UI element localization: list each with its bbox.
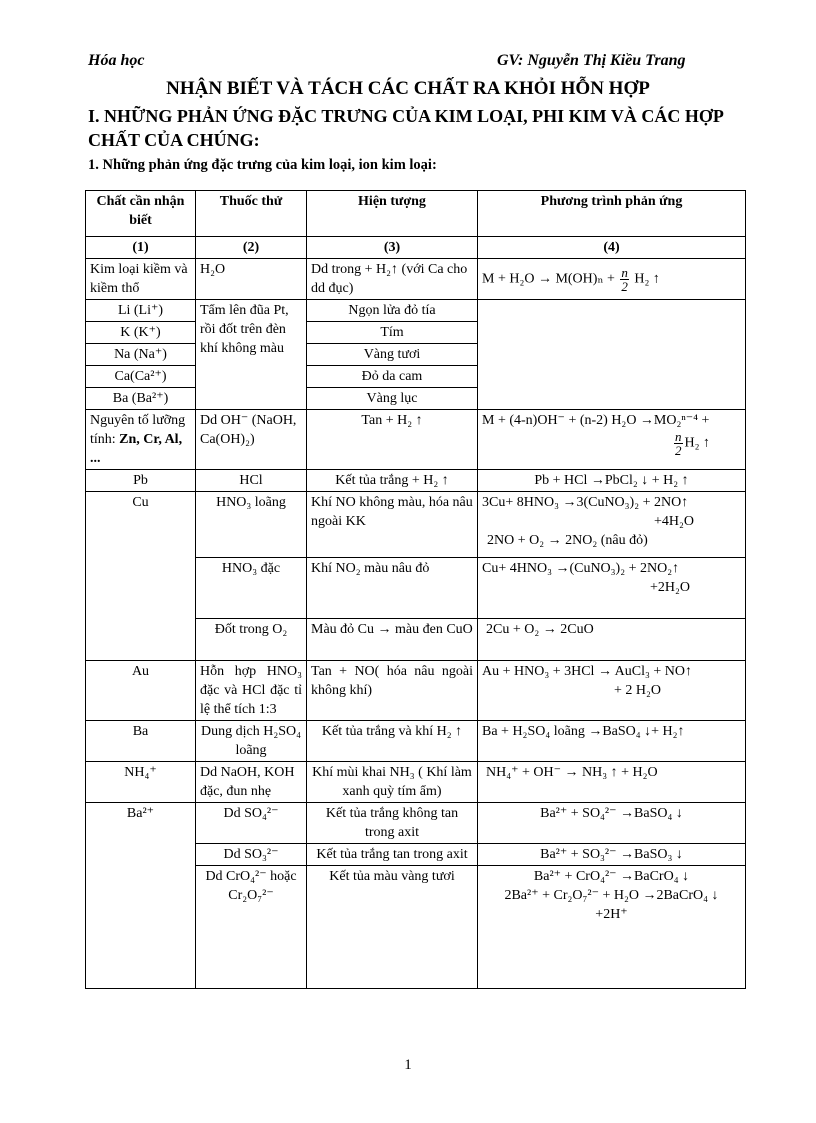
table-row <box>86 470 746 492</box>
col-header: Hiện tượng <box>307 191 478 237</box>
subsection-heading: 1. Những phản ứng đặc trưng của kim loại, ion kim loại: <box>88 157 437 173</box>
cell-reagent: HCl <box>196 470 307 492</box>
cell-phenomenon: Tan + NO( hóa nâu ngoài không khí) <box>307 661 478 721</box>
eq-line: Cu+ 4HNO₃ →(CuNO₃)₂ + 2NO₂↑ <box>482 561 680 576</box>
frac-den: 2 <box>621 278 628 294</box>
eq-line: 2Ba²⁺ + Cr₂O₇²⁻ + H₂O →2BaCrO₄ ↓ <box>504 888 719 903</box>
eq-line: M + (4-n)OH⁻ + (n-2) H₂O →MO₂ⁿ⁻⁴ + <box>482 413 710 428</box>
eq-line: 3Cu+ 8HNO₃ →3(CuNO₃)₂ + 2NO↑ <box>482 495 689 510</box>
cell-substance: NH₄⁺ <box>86 762 196 803</box>
cell-phenomenon: Tan + H₂ ↑ <box>307 410 478 470</box>
cell-phenomenon: Kết tủa trắng và khí H₂ ↑ <box>307 721 478 762</box>
cell-reagent: Dd SO₄²⁻ <box>196 803 307 844</box>
cell-substance: Ba²⁺ <box>86 803 196 989</box>
cell-equation: NH₄⁺ + OH⁻ → NH₃ ↑ + H₂O <box>478 762 746 803</box>
cell-substance: Ba (Ba²⁺) <box>86 388 196 410</box>
eq-line: +2H₂O <box>650 580 690 595</box>
cell-phenomenon: Dd trong + H₂↑ (với Ca cho dd đục) <box>307 259 478 300</box>
teacher-label: GV: Nguyễn Thị Kiều Trang <box>497 52 686 69</box>
cell-reagent: Dd OH⁻ (NaOH, Ca(OH)₂) <box>196 410 307 470</box>
cell-reagent: Tẩm lên đũa Pt, rồi đốt trên đèn khí không màu <box>196 300 307 410</box>
cell-equation: Pb + HCl →PbCl₂ ↓ + H₂ ↑ <box>478 470 746 492</box>
eq-text: H₂ ↑ <box>684 435 710 451</box>
frac-num: n <box>621 264 628 280</box>
table-row <box>86 300 746 322</box>
header-row <box>86 191 746 237</box>
eq-line: Ba²⁺ + CrO₄²⁻ →BaCrO₄ ↓ <box>533 869 690 884</box>
page-title: NHẬN BIẾT VÀ TÁCH CÁC CHẤT RA KHỎI HỖN HỢP <box>166 78 650 99</box>
cell-substance: Ca(Ca²⁺) <box>86 366 196 388</box>
frac-den: 2 <box>675 443 682 458</box>
col-number: (4) <box>478 237 746 259</box>
eq-line: + 2 H₂O <box>614 683 661 698</box>
cell-phenomenon: Kết tủa màu vàng tươi <box>307 866 478 989</box>
cell-reagent: H₂O <box>196 259 307 300</box>
eq-line: 2NO + O₂ → 2NO₂ (nâu đỏ) <box>487 533 648 548</box>
cell-phenomenon: Ngọn lửa đỏ tía <box>307 300 478 322</box>
cell-phenomenon: Khí NO₂ màu nâu đỏ <box>307 558 478 619</box>
cell-substance: Kim loại kiềm và kiềm thổ <box>86 259 196 300</box>
eq-line: +2H⁺ <box>595 907 628 922</box>
cell-reagent: Hỗn hợp HNO₃ đặc và HCl đặc tỉ lệ thể tích 1:3 <box>196 661 307 721</box>
cell-reagent: Dd SO₃²⁻ <box>196 844 307 866</box>
cell-phenomenon: Khí mùi khai NH₃ ( Khí làm xanh quỳ tím ẩm) <box>307 762 478 803</box>
eq-text: H₂ ↑ <box>634 271 660 287</box>
cell-phenomenon: Đỏ da cam <box>307 366 478 388</box>
fraction <box>620 266 629 293</box>
cell-equation <box>478 661 746 721</box>
table-row <box>86 721 746 762</box>
cell-phenomenon: Màu đỏ Cu → màu đen CuO <box>307 619 478 661</box>
cell-substance: Pb <box>86 470 196 492</box>
table-row <box>86 803 746 844</box>
page-number: 1 <box>404 1057 412 1073</box>
cell-phenomenon: Tím <box>307 322 478 344</box>
col-header: Chất cần nhận biết <box>86 191 196 237</box>
cell-substance: Na (Na⁺) <box>86 344 196 366</box>
cell-substance: Cu <box>86 492 196 661</box>
table-row <box>86 762 746 803</box>
number-row <box>86 237 746 259</box>
cell-substance <box>86 410 196 470</box>
col-number: (3) <box>307 237 478 259</box>
cell-substance: Ba <box>86 721 196 762</box>
cell-reagent: HNO₃ loãng <box>196 492 307 558</box>
eq-line: +4H₂O <box>654 514 694 529</box>
cell-equation <box>478 558 746 619</box>
eq-text: M + H₂O → M(OH)ₙ + <box>482 271 615 287</box>
table-row <box>86 492 746 558</box>
cell-phenomenon: Kết tủa trắng tan trong axit <box>307 844 478 866</box>
cell-equation <box>478 259 746 300</box>
amphoteric-elements: Zn, Cr, Al, ... <box>90 432 183 466</box>
cell-reagent: Dung dịch H₂SO₄ loãng <box>196 721 307 762</box>
eq-line: Au + HNO₃ + 3HCl → AuCl₃ + NO↑ <box>482 664 693 679</box>
section-heading: I. NHỮNG PHẢN ỨNG ĐẶC TRƯNG CỦA KIM LOẠI, PHI KIM VÀ CÁC HỢP CHẤT CỦA CHÚNG: <box>88 106 723 150</box>
col-header: Phương trình phản ứng <box>478 191 746 237</box>
frac-num: n <box>675 429 682 444</box>
eq-line <box>482 430 741 457</box>
table-row <box>86 259 746 300</box>
amphoteric-label: Nguyên tố lưỡng tính: <box>90 413 186 447</box>
cell-reagent: Dd NaOH, KOH đặc, đun nhẹ <box>196 762 307 803</box>
subject-label: Hóa học <box>88 52 145 69</box>
cell-equation: Ba²⁺ + SO₄²⁻ →BaSO₄ ↓ <box>478 803 746 844</box>
cell-phenomenon: Kết tủa trắng + H₂ ↑ <box>307 470 478 492</box>
cell-reagent: Đốt trong O₂ <box>196 619 307 661</box>
cell-phenomenon: Vàng tươi <box>307 344 478 366</box>
cell-reagent: Dd CrO₄²⁻ hoặc Cr₂O₇²⁻ <box>196 866 307 989</box>
cell-reagent: HNO₃ đặc <box>196 558 307 619</box>
cell-phenomenon: Kết tủa trắng không tan trong axit <box>307 803 478 844</box>
cell-equation <box>478 492 746 558</box>
cell-substance: Li (Li⁺) <box>86 300 196 322</box>
cell-equation: Ba + H₂SO₄ loãng →BaSO₄ ↓+ H₂↑ <box>478 721 746 762</box>
cell-substance: Au <box>86 661 196 721</box>
cell-equation: 2Cu + O₂ → 2CuO <box>478 619 746 661</box>
col-number: (2) <box>196 237 307 259</box>
cell-equation <box>478 300 746 410</box>
table-row <box>86 410 746 470</box>
cell-phenomenon: Vàng lục <box>307 388 478 410</box>
table-row <box>86 661 746 721</box>
cell-equation <box>478 866 746 989</box>
cell-equation <box>478 410 746 470</box>
cell-substance: K (K⁺) <box>86 322 196 344</box>
fraction <box>674 430 683 457</box>
cell-phenomenon: Khí NO không màu, hóa nâu ngoài KK <box>307 492 478 558</box>
cell-equation: Ba²⁺ + SO₃²⁻ →BaSO₃ ↓ <box>478 844 746 866</box>
reactions-table <box>85 190 746 989</box>
col-number: (1) <box>86 237 196 259</box>
col-header: Thuốc thử <box>196 191 307 237</box>
